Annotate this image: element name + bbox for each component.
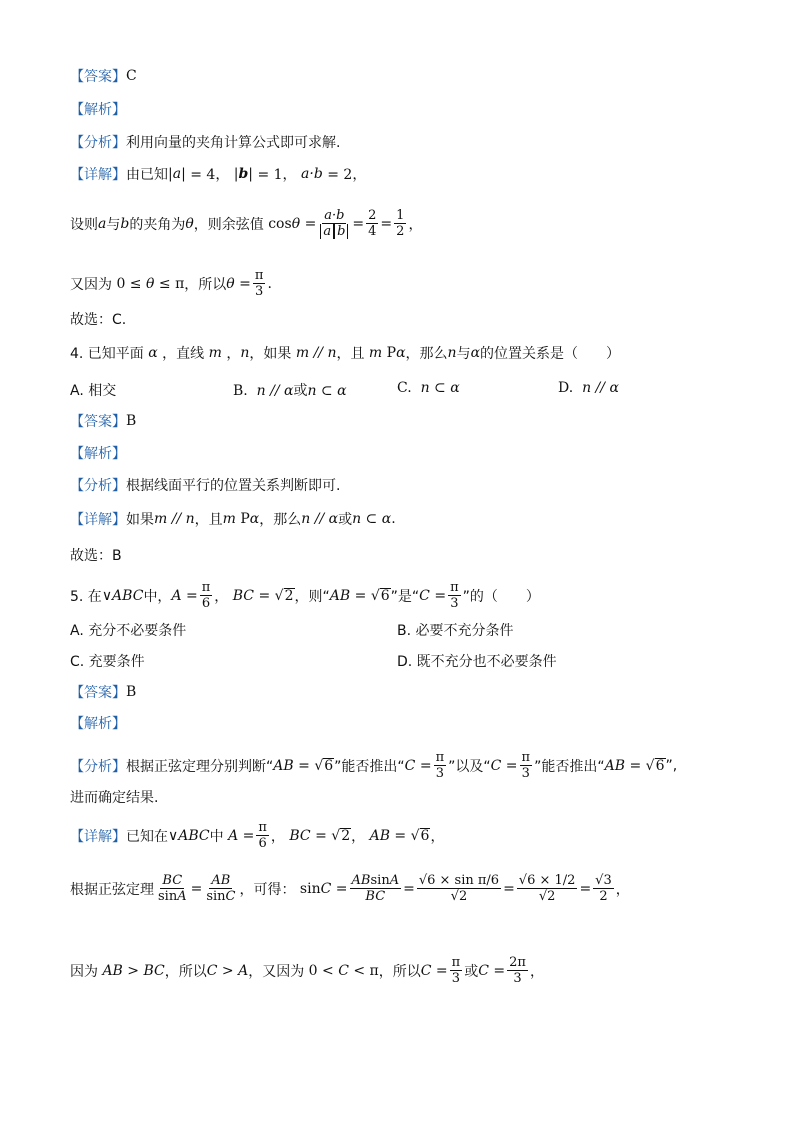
q4-conclusion-text: 故选：B — [70, 548, 122, 564]
answer-tag: 【答案】 — [70, 69, 126, 85]
q4-detail-c: ，那么 — [259, 512, 302, 528]
q4-stem-a: 4. 已知平面 — [70, 346, 144, 362]
q3-analyze-text: 利用向量的夹角计算公式即可求解. — [126, 135, 341, 151]
q5-stem-a: 5. 在 — [70, 588, 102, 605]
q3-analyze-line — [70, 132, 340, 152]
q4-answer-line — [70, 411, 136, 431]
q5-option-b: B. 必要不充分条件 — [397, 623, 514, 639]
q5-analyze-e: ”, — [665, 757, 678, 774]
q5-option-c: C. 充要条件 — [70, 654, 145, 670]
cos-theta: cosθ = — [268, 215, 317, 232]
q4-option-c: C. n ⊂ α — [397, 380, 460, 396]
q4-opt-d-prefix: D. — [558, 380, 574, 396]
q3-math-b: |b| — [233, 166, 254, 182]
q5-also: ，又因为 — [248, 963, 305, 980]
frac-2-4: $\frac{2}{4}$ — [368, 208, 377, 239]
q4-option-d: D. n // α — [558, 380, 619, 396]
q5-sine-law: 根据正弦定理 — [70, 881, 154, 898]
q4-stem-g: 的位置关系是（ ） — [480, 346, 621, 362]
q5-analyze-cont-text: 进而确定结果. — [70, 790, 159, 806]
q5-analyze-d: ”能否推出“ — [534, 758, 605, 775]
q5-answer-line — [70, 682, 136, 702]
q4-answer: B — [126, 413, 137, 429]
q5-or: 或 — [464, 963, 479, 980]
q4-stem-e: ，那么 — [405, 346, 448, 362]
q3-detail-line: 【详解】 由已知 |a| = 4， |b| = 1， a·b = 2， — [70, 166, 367, 183]
vec-b: b — [120, 215, 130, 232]
vec-a: a — [98, 215, 107, 232]
q3-and-text: 与 — [106, 216, 121, 233]
analyze-tag: 【分析】 — [70, 135, 126, 151]
q4-option-b: B. n // α或n ⊂ α — [233, 383, 347, 399]
q4-or: 或 — [293, 383, 308, 399]
q4-opt-c-prefix: C. — [397, 380, 412, 396]
frac-pi-3: $\frac{\pi}{3}$ — [254, 268, 264, 299]
q5-analyze-tag: 【分析】 — [70, 758, 126, 775]
q5-detail-tag: 【详解】 — [70, 828, 126, 845]
q4-analyze-tag: 【分析】 — [70, 478, 126, 494]
q3-so-text: ，所以 — [184, 276, 227, 293]
q4-opt-b-prefix: B. — [233, 383, 248, 399]
q5-conclusion-line: 因为 AB > BC ，所以 C > A ，又因为 0 < C < π ，所以 C = $\frac{\pi}{3}$ 或 C = $\frac{2\pi}{3}$ ， — [70, 955, 544, 986]
q5-stem-d: ”是“ — [390, 588, 420, 605]
q5-detail-a: 已知在 — [126, 828, 168, 845]
q5-option-a: A. 充分不必要条件 — [70, 623, 187, 639]
q3-conclusion-text: 故选：C. — [70, 312, 127, 328]
q5-option-d: D. 既不充分也不必要条件 — [397, 654, 557, 670]
q4-stem-d: ，且 — [336, 346, 365, 362]
q3-answer: C — [126, 68, 137, 84]
q4-detail-tag: 【详解】 — [70, 512, 126, 528]
q5-so: ，所以 — [378, 963, 421, 980]
q4-analyze-line — [70, 475, 340, 495]
q4-detail-a: 如果 — [126, 512, 154, 528]
q4-detail-line: 【详解】 如果 m // n ，且 m P α ，那么 n // α 或 n ⊂ α . — [70, 511, 396, 528]
q5-analysis-line — [70, 713, 126, 733]
q5-stem-e: ”的（ ） — [462, 588, 540, 605]
q5-detail-b: 中 — [209, 828, 224, 845]
q5-detail-line: 【详解】 已知在 ∨ABC 中 A = $\frac{\pi}{6}$ ， BC = √ 2 ， AB = √ 6 ， — [70, 820, 445, 851]
q5-answer: B — [126, 684, 137, 700]
q3-theta-line: 又因为 0 ≤ θ ≤ π ，所以 θ = $\frac{\pi}{3}$ . — [70, 268, 272, 299]
q3-detail-intro: 由已知 — [126, 167, 168, 183]
theta: θ — [185, 215, 194, 232]
q4-stem-f: 与 — [456, 346, 471, 362]
q5-analyze-a: 根据正弦定理分别判断“ — [126, 758, 274, 775]
q4-analysis-tag: 【解析】 — [70, 446, 126, 462]
q4-stem-c: ，如果 — [249, 346, 292, 362]
q5-analysis-tag: 【解析】 — [70, 716, 126, 732]
q5-analyze-line: 【分析】 根据正弦定理分别判断“ AB = √ 6 ”能否推出“ C = $\frac{\pi}{3}$ ”以及“ C = $\frac{\pi}{3}$ ”能否推出“ AB = √ 6 ”, — [70, 750, 678, 781]
q3-conclusion — [70, 309, 126, 329]
q4-detail-b: ，且 — [194, 512, 223, 528]
q3-math-ab: a·b — [301, 166, 323, 182]
q5-analyze-cont — [70, 787, 158, 807]
q4-analyze-text: 根据线面平行的位置关系判断即可. — [126, 478, 341, 494]
q5-answer-tag: 【答案】 — [70, 685, 126, 701]
frac-1-2: $\frac{1}{2}$ — [396, 208, 405, 239]
q5-stem-b: 中， — [143, 588, 172, 605]
detail-tag: 【详解】 — [70, 167, 126, 183]
q3-answer-line — [70, 66, 137, 86]
q4-analysis-line — [70, 443, 126, 463]
q4-detail-or: 或 — [338, 512, 353, 528]
q3-angle-text: 的夹角为 — [129, 216, 186, 233]
q3-cos-line: 设则 a 与 b 的夹角为 θ ，则余弦值 cosθ = $\frac{a\cdot b}{\text{a b}}$ = $\frac{2}{4}$ = $\frac{1}{2}$ ， — [70, 208, 423, 239]
q5-analyze-c: ”以及“ — [448, 758, 491, 775]
q3-math-a: |a| — [168, 166, 186, 182]
q5-sine-law-line: 根据正弦定理 $\frac{BC}{\sin A}$ = $\frac{AB}{\sin C}$ ，可得： sin C = $\frac{ABsinA}{BC}$ = $\frac{\text{√6 × sin π/6}}{√2}$ = $\frac{√6 \times 1/2}{√2}$ = $\frac{√3}{2}$ ， — [70, 873, 630, 904]
analysis-tag: 【解析】 — [70, 102, 126, 118]
q4-stem-b: ，直线 — [162, 346, 205, 362]
q3-set-text: 设则 — [70, 216, 98, 233]
q5-get-text: ，可得： — [239, 881, 296, 898]
q4-answer-tag: 【答案】 — [70, 414, 126, 430]
q5-because: 因为 — [70, 963, 98, 980]
q3-cos-text: ，则余弦值 — [193, 216, 264, 233]
q4-conclusion — [70, 545, 122, 565]
q5-so-c: ，所以 — [164, 963, 207, 980]
q5-stem: 5. 在 ∨ABC 中， A = $\frac{\pi}{6}$ ， BC = √ 2 ，则“ AB = √ 6 ”是“ C = $\frac{\pi}{3}$ ”的（ ） — [70, 580, 540, 611]
q5-stem-c: ，则“ — [294, 588, 330, 605]
q3-analysis-line — [70, 99, 126, 119]
cos-fraction: $\frac{a\cdot b}{\text{a b}}$ — [318, 208, 350, 239]
q4-option-a: A. 相交 — [70, 383, 117, 399]
q5-analyze-b: ”能否推出“ — [334, 758, 405, 775]
q3-also-text: 又因为 — [70, 276, 112, 293]
q4-stem: 4. 已知平面 α ，直线 m ， n ，如果 m // n ，且 m P α ，那么 n 与 α 的位置关系是（ ） — [70, 345, 621, 362]
